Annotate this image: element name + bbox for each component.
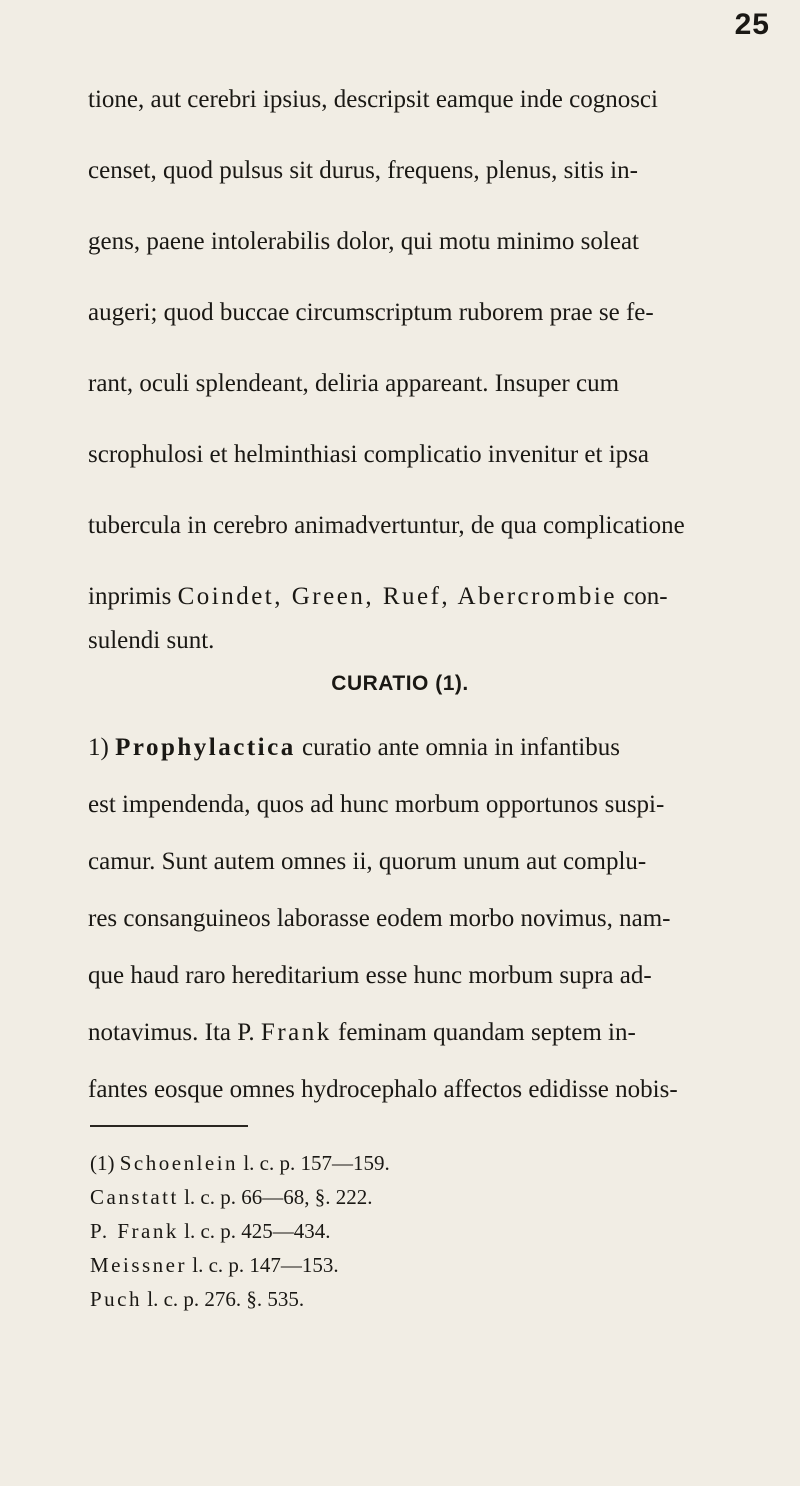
footnote-ref: l. c. p. 157—159. <box>238 1151 390 1175</box>
footnote-author: Puch <box>90 1287 142 1311</box>
text-run: notavimus. Ita P. <box>88 1019 261 1046</box>
author-names: Coindet, Green, Ruef, Abercrombie <box>177 583 617 610</box>
body-line: camur. Sunt autem omnes ii, quorum unum aut complu- <box>88 848 647 875</box>
footnote-line <box>90 1252 339 1278</box>
body-line <box>88 582 778 612</box>
spaced-term: Prophylactica <box>115 734 296 761</box>
body-line: est impendenda, quos ad hunc morbum opportunos suspi- <box>88 791 665 818</box>
footnote-author: P. Frank <box>90 1219 179 1243</box>
body-line: censet, quod pulsus sit durus, frequens, plenus, sitis in- <box>88 157 638 184</box>
body-line: tione, aut cerebri ipsius, descripsit eamque inde cognosci <box>88 86 658 113</box>
body-line: sulendi sunt. <box>88 627 215 654</box>
footnote-line <box>90 1150 390 1176</box>
text-run: con- <box>616 583 668 610</box>
footnote-ref: l. c. p. 66—68, §. 222. <box>178 1185 373 1209</box>
footnote-line <box>90 1286 304 1312</box>
footnote-author: Canstatt <box>90 1185 179 1209</box>
footnote-ref: l. c. p. 425—434. <box>178 1219 331 1243</box>
footnote-marker: (1) <box>90 1151 120 1175</box>
body-line <box>88 1018 778 1048</box>
author-name: Frank <box>260 1019 332 1046</box>
footnote-author: Schoenlein <box>119 1151 239 1175</box>
text-run: curatio ante omnia in infantibus <box>295 734 620 761</box>
footnote-line <box>90 1184 372 1210</box>
body-line: que haud raro hereditarium esse hunc morbum supra ad- <box>88 962 652 989</box>
body-line: augeri; quod buccae circumscriptum ruborem prae se fe- <box>88 299 654 326</box>
footnote-ref: l. c. p. 147—153. <box>187 1253 339 1277</box>
body-line <box>88 733 778 763</box>
footnote-line <box>90 1218 331 1244</box>
body-line: rant, oculi splendeant, deliria appareant. Insuper cum <box>88 370 620 397</box>
footnote-author: Meissner <box>90 1253 187 1277</box>
text-run: 1) <box>88 734 116 761</box>
body-line: res consanguineos laborasse eodem morbo novimus, nam- <box>88 905 671 932</box>
footnote-ref: l. c. p. 276. §. 535. <box>142 1287 305 1311</box>
page-number: 25 <box>734 8 770 41</box>
body-line: fantes eosque omnes hydrocephalo affectos edidisse nobis- <box>88 1076 678 1103</box>
body-line: gens, paene intolerabilis dolor, qui motu minimo soleat <box>88 228 639 255</box>
section-heading: CURATIO (1). <box>331 672 469 695</box>
body-line: scrophulosi et helminthiasi complicatio invenitur et ipsa <box>88 441 649 468</box>
text-run: feminam quandam septem in- <box>331 1019 636 1046</box>
footnote-separator <box>90 1125 248 1127</box>
body-line: tubercula in cerebro animadvertuntur, de qua complicatione <box>88 512 685 539</box>
text-run: inprimis <box>88 583 178 610</box>
